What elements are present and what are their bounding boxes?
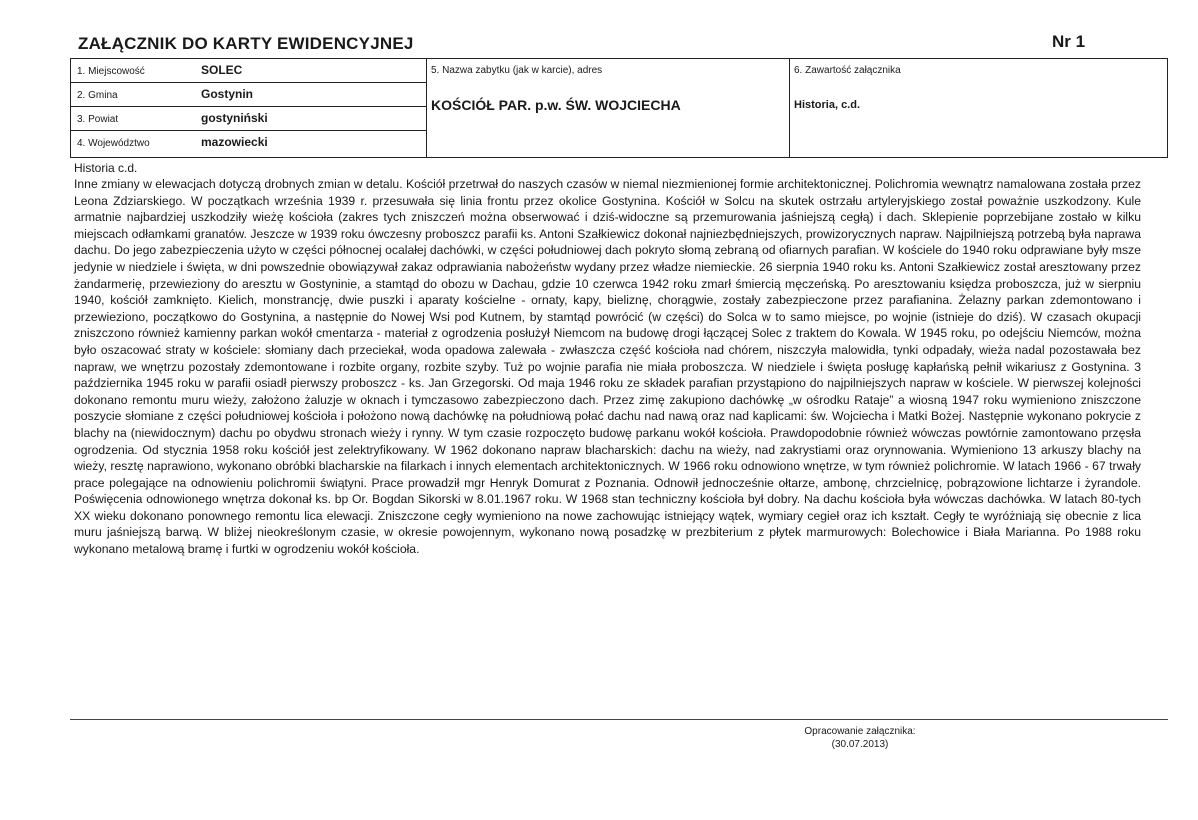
prepared-label: Opracowanie załącznika: [804, 726, 916, 737]
monument-cell [426, 59, 790, 157]
field-row-commune [71, 83, 426, 107]
history-heading: Historia c.d. [74, 161, 138, 175]
field-row-voivodeship [71, 131, 426, 158]
footer-divider [70, 719, 1168, 720]
location-fields [71, 59, 427, 157]
prepared-date: (30.07.2013) [831, 739, 889, 750]
field-label: 3. Powiat [77, 114, 119, 125]
header-table [70, 58, 1168, 158]
field-label: 4. Województwo [77, 138, 150, 149]
field-value: mazowiecki [201, 135, 268, 149]
attachment-label: 6. Zawartość załącznika [794, 65, 901, 76]
field-label: 1. Miejscowość [77, 66, 145, 77]
monument-label: 5. Nazwa zabytku (jak w karcie), adres [431, 65, 603, 76]
field-label: 2. Gmina [77, 90, 118, 101]
attachment-number: Nr 1 [1052, 32, 1086, 51]
prepared-by [790, 725, 930, 751]
field-value: gostyniński [201, 111, 268, 125]
field-value: SOLEC [201, 63, 243, 77]
attachment-cell [789, 59, 1167, 157]
attachment-content: Historia, c.d. [794, 99, 861, 111]
field-row-district [71, 107, 426, 131]
field-row-locality [71, 59, 426, 83]
field-value: Gostynin [201, 87, 254, 101]
document-title: ZAŁĄCZNIK DO KARTY EWIDENCYJNEJ [78, 34, 414, 53]
history-text: Inne zmiany w elewacjach dotyczą drobnych zmian w detalu. Kościół przetrwał do naszych czasów w niemal niezmienionej formie architektonicznej. Polichromia wewnątrz namalowana została przez Leona Zdziarskiego. W początkach września 1939 r. przesuwała się linia frontu przez okolice Gostynina. Kościół w Solcu na skutek ostrzału artyleryjskiego został poważnie uszkodzony. Kule armatnie najbardziej uszkodziły wieżę kościoła (zakres tych zniszczeń można obserwować i dziś-widoczne są przemurowania jaśniejszą cegłą) i dach. Sklepienie poprzebijane zostało w kilku miejscach odłamkami granatów. Jeszcze w 1939 roku ówczesny proboszcz parafii ks. Antoni Szałkiewicz dokonał najniezbędniejszych, prowizorycznych napraw. Najpilniejszą potrzebą była naprawa dachu. Do jego zabezpieczenia użyto w części północnej ocalałej dachówki, w części południowej dach pokryto słomą zebraną od ofiarnych parafian. W kościele do 1940 roku odprawiane były msze jedynie w niedziele i święta, w dni powszednie obowiązywał zakaz odprawiania nabożeństw wydany przez władze niemieckie. 26 sierpnia 1940 roku ks. Antoni Szałkiewicz został aresztowany przez żandarmerię, przewieziony do aresztu w Gostyninie, a stamtąd do obozu w Dachau, gdzie 10 czerwca 1942 roku zmarł śmiercią męczeńską. Po aresztowaniu księdza proboszcza, już w sierpniu 1940, kościół zamknięto. Kielich, monstrancję, dwie puszki i aparaty kościelne - ornaty, kapy, bieliznę, chorągwie, zostały zabezpieczone przez parafianina. Żelazny parkan zdemontowano i przewieziono, początkowo do Gostynina, a następnie do Nowej Wsi pod Kutnem, by stamtąd powrócić (w części) do Solca w to samo miejsce, po wojnie (istnieje do dziś). W czasach okupacji zniszczono również kamienny parkan wokół cmentarza - materiał z ogrodzenia posłużył Niemcom na budowę drogi łączącej Solec z traktem do Kowala. W 1945 roku, po odejściu Niemców, można było oszacować straty w kościele: słomiany dach przeciekał, woda opadowa zalewała - zwłaszcza część kościoła nad chórem, niszczyła malowidła, tynki odpadały, wieża nadal pozostawała bez napraw, we wnętrzu pozostały zdemontowane i rozbite organy, rozbite szyby. Tuż po wojnie parafia nie miała proboszcza. W niedziele i święta posługę kapłańską pełnił wikariusz z Gostynina. 3 października 1945 roku w parafii osiadł pierwszy proboszcz - ks. Jan Grzegorski. Od maja 1946 roku ze składek parafian przystąpiono do najpilniejszych napraw w kościele. W pierwszej kolejności dokonano remontu muru wieży, założono żaluzje w oknach i tymczasowo zabezpieczono dach. Przez zimę zakupiono dachówkę „w ośrodku Rataje” a wiosną 1947 roku wymieniono zniszczone poszycie słomiane z części południowej kościoła i położono nową dachówkę na południową połać dachu nad nawą oraz nad kaplicami: św. Wojciecha i Matki Bożej. Następnie wykonano pokrycie z blachy na (niewidocznym) dachu po obydwu stronach wieży i rynny. W tym czasie rozpoczęto budowę parkanu wokół kościoła. Prawdopodobnie również wówczas powtórnie zamontowano przęsła ogrodzenia. Od stycznia 1958 roku kościół jest zelektryfikowany. W 1962 dokonano napraw blacharskich: dachu na wieży, nad zakrystiami oraz orynnowania. Wymieniono 13 arkuszy blachy na wieży, resztę naprawiono, wykonano obróbki blacharskie na filarkach i innych elementach architektonicznych. W 1966 roku odnowiono wnętrze, w tym również polichromie. W latach 1966 - 67 trwały prace polegające na odnowieniu polichromii świątyni. Prace prowadził mgr Henryk Domurat z Poznania. Odnowił jednocześnie ołtarze, ambonę, chrzcielnicę, pobrązowione lichtarze i żyrandole. Poświęcenia odnowionego wnętrza dokonał ks. bp Or. Bogdan Sikorski w 8.01.1967 roku. W 1968 stan techniczny kościoła był dobry. Na dachu kościoła była wówczas dachówka. W latach 80-tych XX wieku dokonano ponownego remontu lica elewacji. Zniszczone cegły wymieniono na nowe zachowując istniejący wątek, wymiary cegieł oraz ich kształt. Cegły te wyróżniają się obecnie z lica muru jaśniejszą barwą. W bliżej nieokreślonym czasie, w okresie powojennym, wykonano nową posadzkę w prezbiterium z płytek marmurowych: Bolechowice i Biała Marianna. Po 1988 roku wykonano metalową bramę i furtki w ogrodzeniu wokół kościoła. [74, 177, 1141, 557]
monument-name: KOŚCIÓŁ PAR. p.w. ŚW. WOJCIECHA [431, 97, 681, 113]
